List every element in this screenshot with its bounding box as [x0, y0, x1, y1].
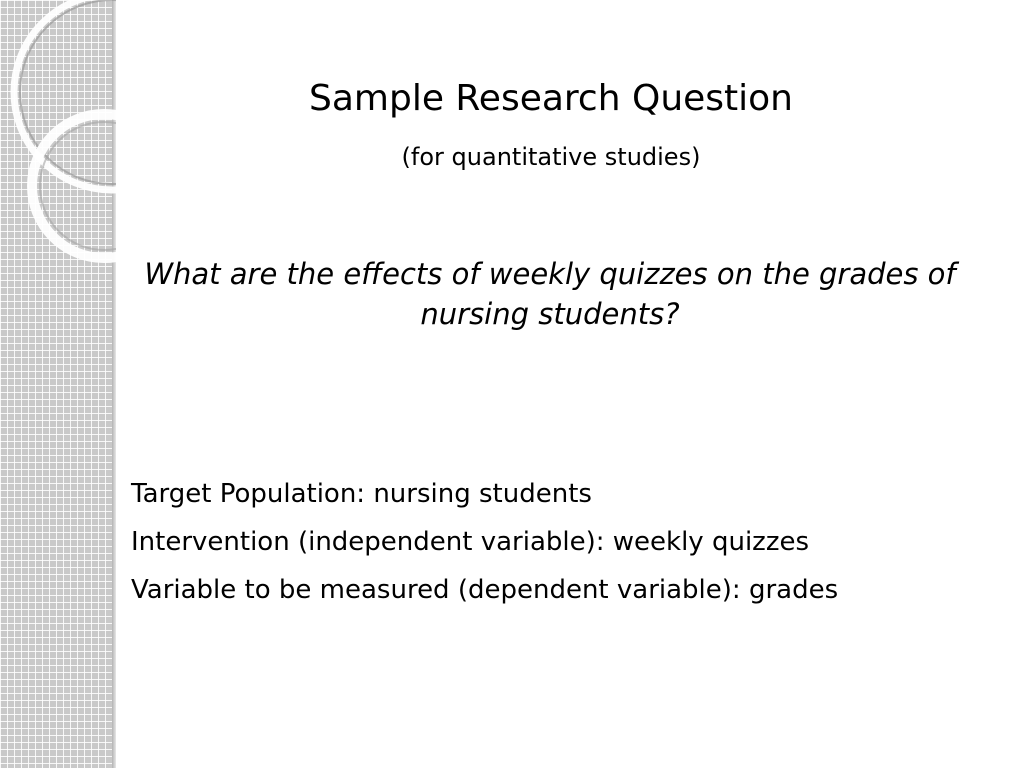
large-ring: [14, 0, 116, 190]
research-question: What are the effects of weekly quizzes on the grades of nursing students?: [144, 257, 956, 331]
detail-target-population: Target Population: nursing students: [131, 479, 592, 509]
slide-title: Sample Research Question: [308, 78, 793, 119]
detail-intervention: Intervention (independent variable): weekly quizzes: [131, 527, 810, 557]
slide-subtitle: (for quantitative studies): [401, 143, 701, 171]
details-list: [131, 470, 838, 614]
decorative-rings: [0, 0, 116, 280]
detail-dependent-variable: Variable to be measured (dependent variable): grades: [131, 575, 839, 605]
